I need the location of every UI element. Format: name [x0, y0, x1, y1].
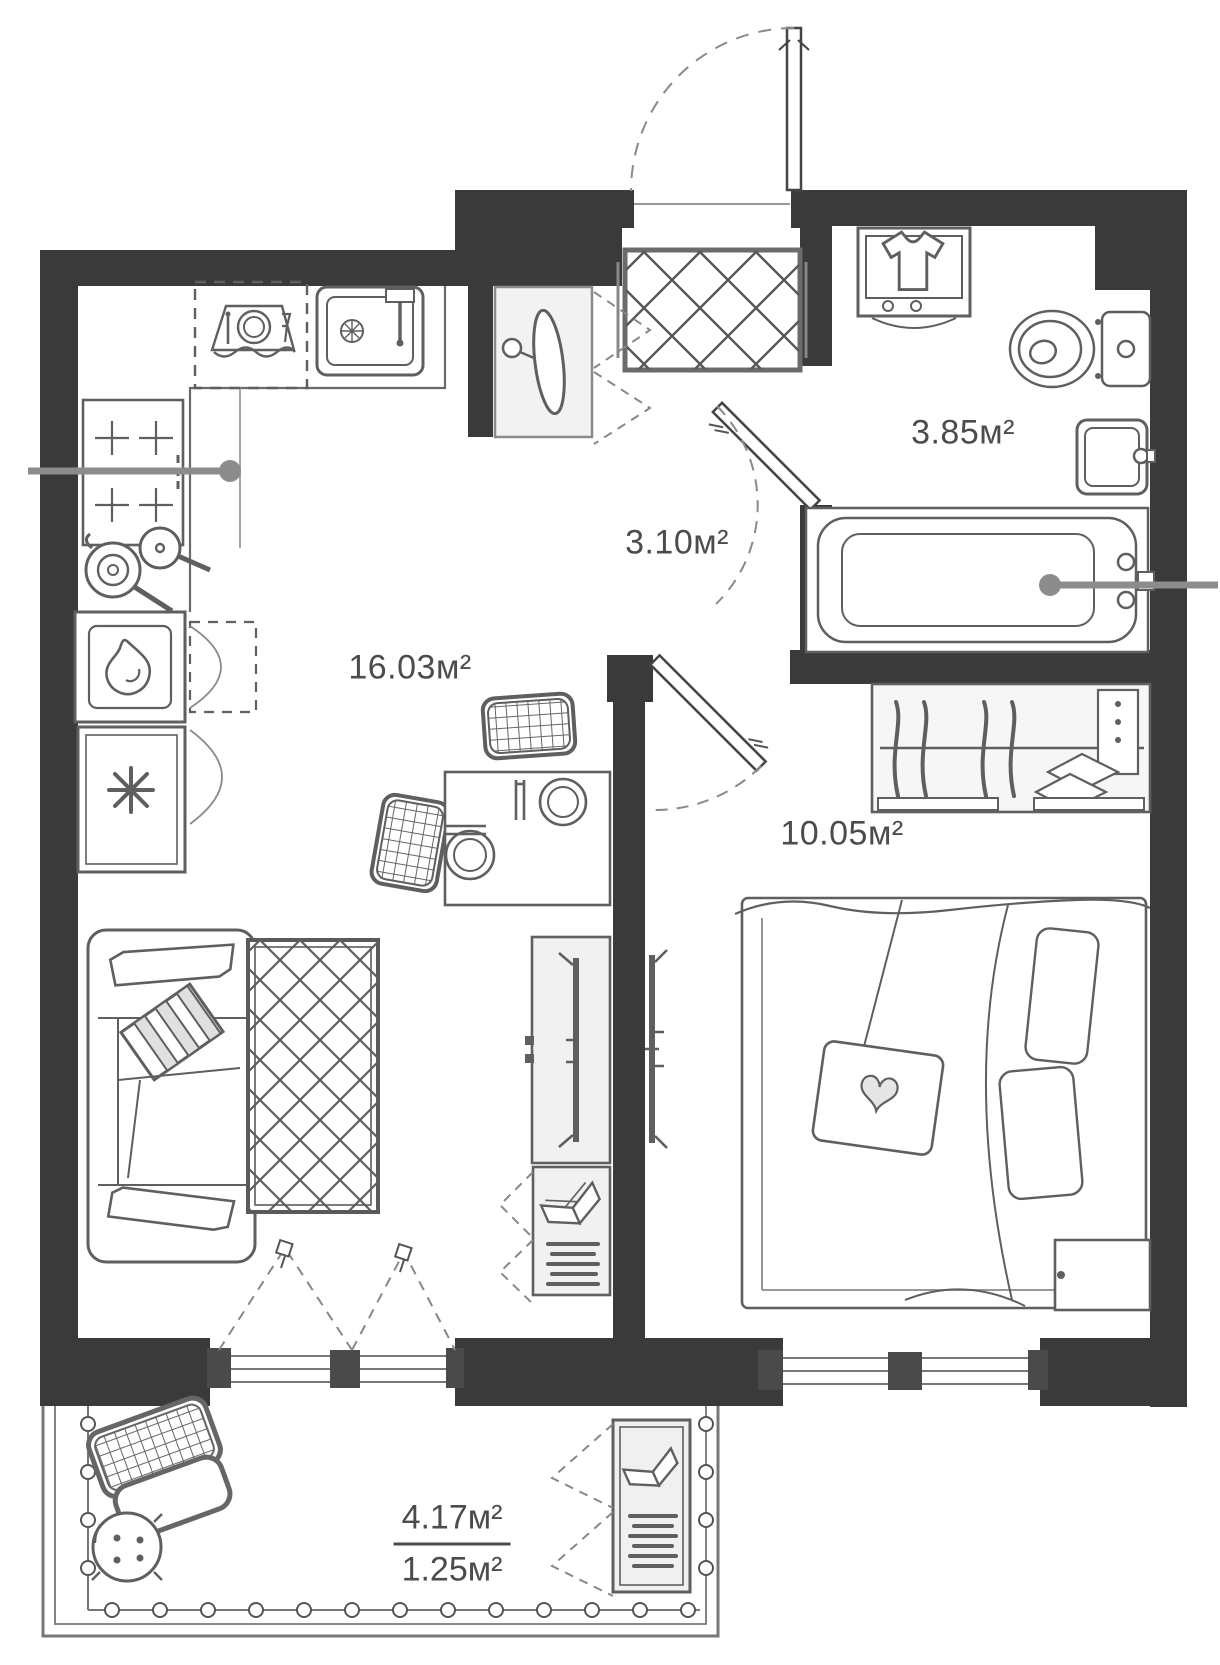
- tv-unit-bedroom: [645, 950, 667, 1148]
- oven-flame-icon: [75, 612, 256, 722]
- balcony-area-total: 4.17м²: [394, 1499, 511, 1546]
- pillow: [999, 1066, 1084, 1200]
- chair-icon: [482, 693, 576, 759]
- bedroom-window: [758, 1350, 1048, 1390]
- tv-icon: [645, 950, 667, 1148]
- washing-machine: [858, 228, 970, 328]
- kitchen-sink-icon: [317, 287, 423, 375]
- bookshelf-icon: [500, 1167, 610, 1304]
- bathroom-sink-icon: [1077, 420, 1155, 494]
- tv-unit-living: [525, 937, 610, 1163]
- area-label-balcony: [394, 1499, 511, 1590]
- chair-icon: [370, 793, 451, 893]
- area-label-living-kitchen: 16.03м²: [348, 648, 472, 687]
- dishwasher-rack-icon: [195, 282, 307, 388]
- bedroom-door: [650, 647, 773, 810]
- bathtub-icon: [806, 508, 1154, 652]
- balcony-table-icon: [92, 1513, 162, 1581]
- balcony-area-counted: 1.25м²: [401, 1550, 503, 1589]
- balcony: [43, 1394, 718, 1636]
- rug-icon: [248, 940, 378, 1212]
- balcony-bookshelf-icon: [552, 1420, 690, 1596]
- area-label-bedroom: 10.05м²: [780, 814, 904, 853]
- living-window: [207, 1240, 464, 1388]
- wardrobe-hangers-icon: [872, 684, 1150, 812]
- entry-door: [631, 28, 809, 204]
- pillow: [1024, 927, 1099, 1065]
- dining-set: [370, 693, 610, 905]
- fridge-snowflake-icon: [78, 727, 222, 872]
- sofa-icon: [88, 930, 255, 1262]
- nightstand-icon: [1055, 1240, 1150, 1310]
- area-label-hallway: 3.10м²: [625, 523, 729, 562]
- toilet-icon: [1010, 311, 1150, 387]
- hall-closet-hatch-icon: [618, 250, 806, 370]
- dining-table-icon: [445, 772, 610, 905]
- heart-pillow-icon: [812, 1040, 945, 1156]
- area-label-bathroom: 3.85м²: [911, 413, 1015, 452]
